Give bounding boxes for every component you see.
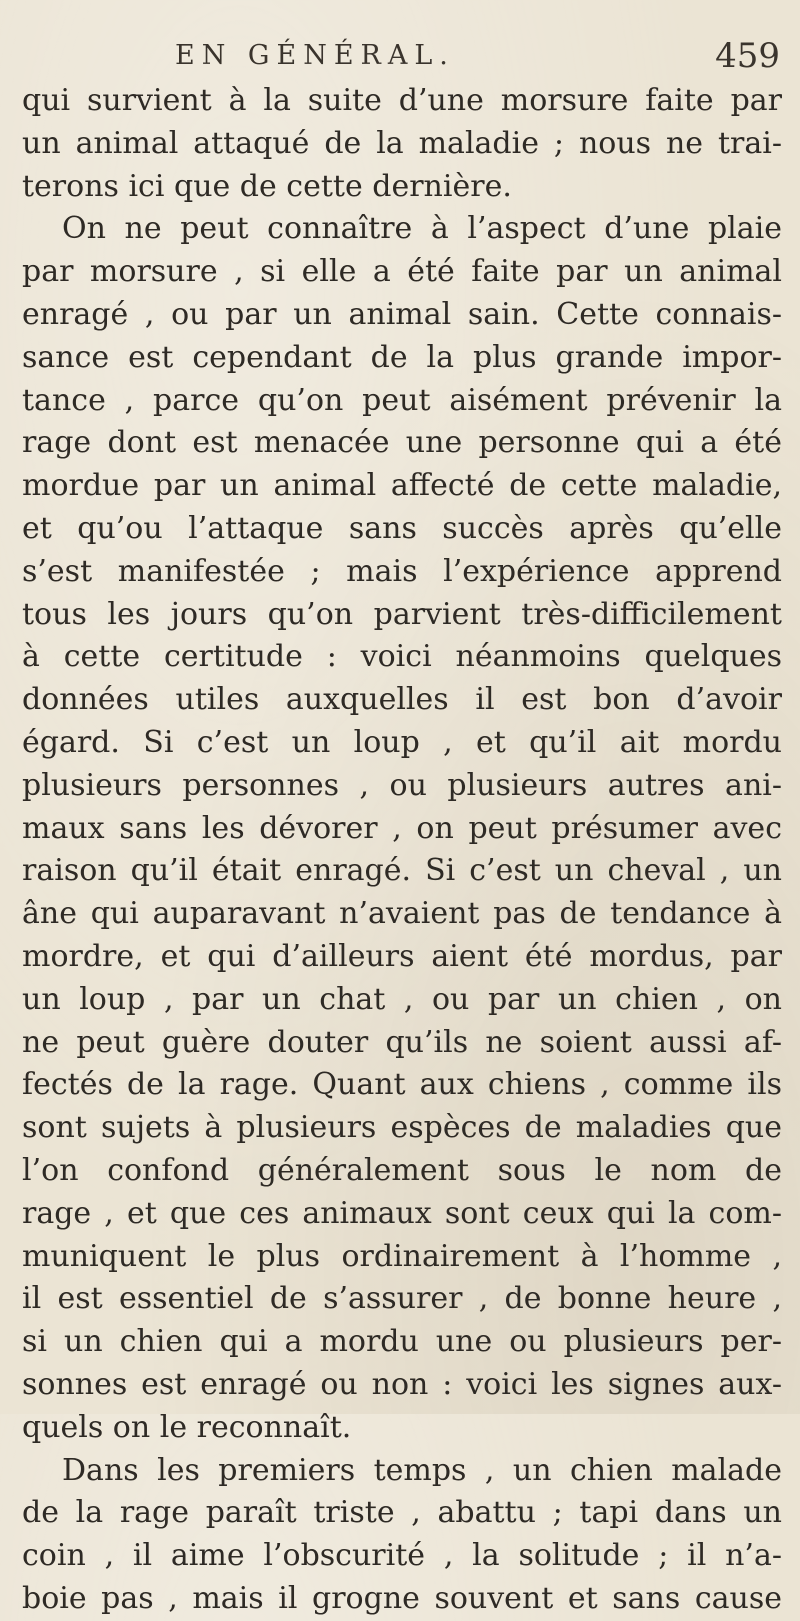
text-line: de la rage paraît triste , abattu ; tapi dans un [22,1495,782,1531]
text-line: Dans les premiers temps , un chien malade [62,1452,782,1488]
page-number: 459 [715,36,780,76]
text-line: sonnes est enragé ou non : voici les signes aux- [22,1366,782,1402]
text-line: enragé , ou par un animal sain. Cette connais- [22,296,782,332]
text-line: mordre, et qui d’ailleurs aient été mordus, par [22,938,782,974]
text-line: données utiles auxquelles il est bon d’avoir [22,682,782,718]
text-line: rage , et que ces animaux sont ceux qui la com- [22,1195,782,1231]
text-line: fectés de la rage. Quant aux chiens , comme ils [22,1067,782,1103]
text-line: à cette certitude : voici néanmoins quelques [22,639,782,675]
text-line: raison qu’il était enragé. Si c’est un cheval , un [22,853,782,889]
text-line: l’on confond généralement sous le nom de [22,1152,782,1188]
text-line: âne qui auparavant n’avaient pas de tendance à [22,896,782,932]
text-line: par morsure , si elle a été faite par un animal [22,254,782,290]
text-line: On ne peut connaître à l’aspect d’une plaie [62,211,782,247]
text-line: maux sans les dévorer , on peut présumer avec [22,810,782,846]
text-line: ne peut guère douter qu’ils ne soient aussi af- [22,1024,782,1060]
text-line: plusieurs personnes , ou plusieurs autres ani- [22,767,782,803]
text-line: mordue par un animal affecté de cette maladie, [22,468,782,504]
text-line: terons ici que de cette dernière. [22,168,512,204]
text-line: muniquent le plus ordinairement à l’homme , [22,1238,782,1274]
text-line: un loup , par un chat , ou par un chien , on [22,981,782,1017]
body-text [22,80,782,1621]
text-line: égard. Si c’est un loup , et qu’il ait mordu [22,724,782,760]
text-line: s’est manifestée ; mais l’expérience apprend [22,553,782,589]
text-line: coin , il aime l’obscurité , la solitude ; il n’a- [22,1538,782,1574]
text-line: il est essentiel de s’assurer , de bonne heure , [22,1281,782,1317]
running-head: EN GÉNÉRAL. [175,40,455,71]
text-line: rage dont est menacée une personne qui a été [22,425,782,461]
text-line: un animal attaqué de la maladie ; nous ne trai- [22,125,782,161]
text-line: qui survient à la suite d’une morsure faite par [22,83,782,118]
text-line: et qu’ou l’attaque sans succès après qu’elle [22,510,782,546]
text-line: tous les jours qu’on parvient très-difficilement [22,596,782,632]
text-line: si un chien qui a mordu une ou plusieurs per- [22,1324,782,1360]
text-line: quels on le reconnaît. [22,1409,352,1445]
text-line: sance est cependant de la plus grande impor- [22,339,782,375]
text-line: sont sujets à plusieurs espèces de maladies que [22,1110,782,1146]
text-line: boie pas , mais il grogne souvent et sans cause [22,1580,782,1616]
text-line: tance , parce qu’on peut aisément prévenir la [22,382,782,418]
